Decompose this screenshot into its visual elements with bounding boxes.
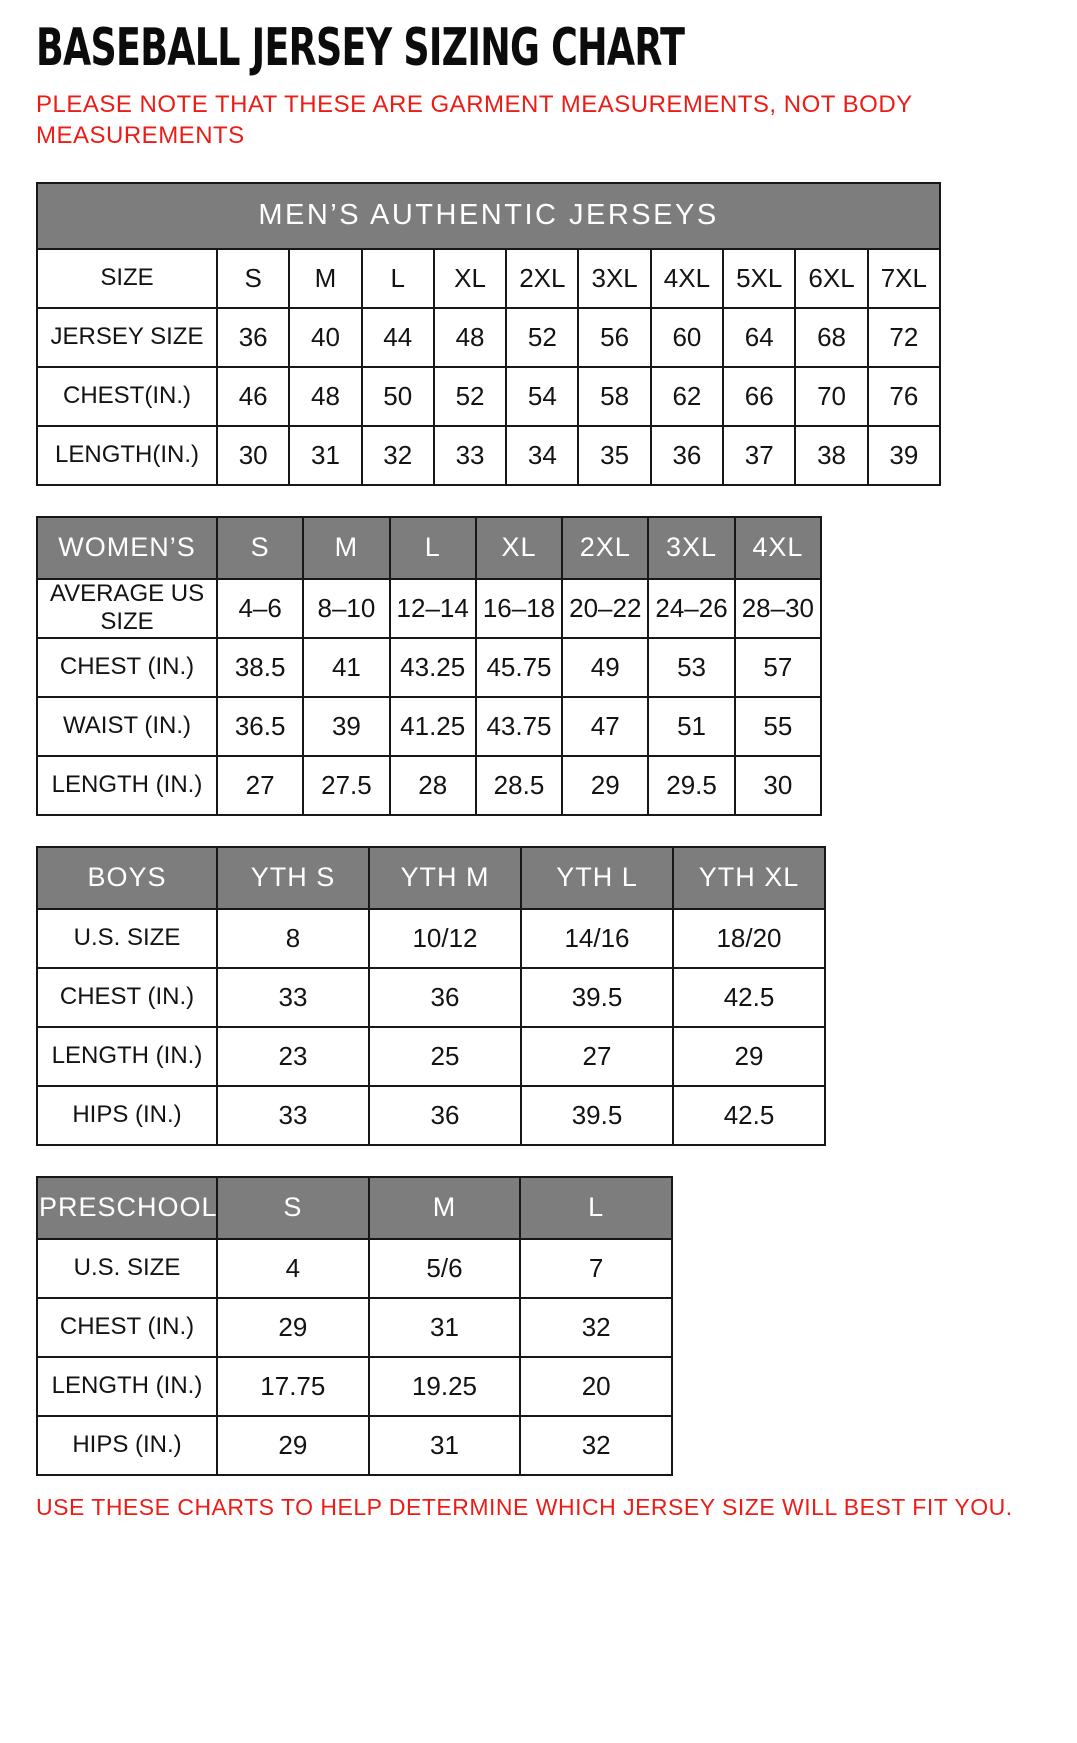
cell-value: 20–22 (562, 579, 648, 638)
cell-value: 29.5 (648, 756, 734, 815)
cell-value: 37 (723, 426, 795, 485)
cell-value: 39.5 (521, 968, 673, 1027)
cell-value: 32 (362, 426, 434, 485)
cell-value: 36.5 (217, 697, 303, 756)
cell-value: 6XL (795, 249, 867, 308)
cell-value: 62 (651, 367, 723, 426)
cell-value: 43.25 (390, 638, 476, 697)
cell-value: 39 (868, 426, 940, 485)
mens-authentic-jerseys-table (36, 182, 941, 486)
cell-value: 76 (868, 367, 940, 426)
womens-table (36, 516, 822, 816)
page-title: BASEBALL JERSEY SIZING CHART (36, 18, 685, 78)
garment-measurements-note: PLEASE NOTE THAT THESE ARE GARMENT MEASUREMENTS, NOT BODY MEASUREMENTS (36, 91, 913, 150)
mens-table-title: MEN’S AUTHENTIC JERSEYS (37, 183, 940, 249)
column-header: YTH S (217, 847, 369, 909)
cell-value: 28 (390, 756, 476, 815)
cell-value: 64 (723, 308, 795, 367)
cell-value: 3XL (578, 249, 650, 308)
cell-value: 57 (735, 638, 821, 697)
cell-value: 42.5 (673, 968, 825, 1027)
column-header: PRESCHOOL (37, 1177, 217, 1239)
cell-value: 5XL (723, 249, 795, 308)
column-header: YTH XL (673, 847, 825, 909)
boys-table-header-row (37, 847, 825, 909)
cell-value: 50 (362, 367, 434, 426)
cell-value: 32 (520, 1298, 672, 1357)
cell-value: 31 (289, 426, 361, 485)
cell-value: 70 (795, 367, 867, 426)
cell-value: 27.5 (303, 756, 389, 815)
cell-value: 25 (369, 1027, 521, 1086)
cell-value: 29 (217, 1298, 369, 1357)
table-row (37, 426, 940, 485)
table-row (37, 968, 825, 1027)
cell-value: S (217, 249, 289, 308)
cell-value: 4–6 (217, 579, 303, 638)
footer-note: USE THESE CHARTS TO HELP DETERMINE WHICH JERSEY SIZE WILL BEST FIT YOU. (36, 1493, 1013, 1520)
cell-value: 36 (369, 968, 521, 1027)
column-header: XL (476, 517, 562, 579)
row-label: U.S. SIZE (37, 909, 217, 968)
cell-value: 55 (735, 697, 821, 756)
cell-value: 72 (868, 308, 940, 367)
row-label: CHEST(IN.) (37, 367, 217, 426)
cell-value: 19.25 (369, 1357, 521, 1416)
table-row (37, 756, 821, 815)
cell-value: 54 (506, 367, 578, 426)
cell-value: 46 (217, 367, 289, 426)
cell-value: 41 (303, 638, 389, 697)
cell-value: 29 (217, 1416, 369, 1475)
row-label: LENGTH (IN.) (37, 756, 217, 815)
cell-value: 51 (648, 697, 734, 756)
cell-value: 31 (369, 1416, 521, 1475)
table-row (37, 1357, 672, 1416)
cell-value: 39.5 (521, 1086, 673, 1145)
cell-value: 29 (673, 1027, 825, 1086)
cell-value: 39 (303, 697, 389, 756)
cell-value: 30 (735, 756, 821, 815)
table-row (37, 579, 821, 638)
column-header: 2XL (562, 517, 648, 579)
table-row (37, 249, 940, 308)
row-label: HIPS (IN.) (37, 1416, 217, 1475)
cell-value: 43.75 (476, 697, 562, 756)
row-label: CHEST (IN.) (37, 968, 217, 1027)
cell-value: 52 (506, 308, 578, 367)
cell-value: 20 (520, 1357, 672, 1416)
row-label: LENGTH(IN.) (37, 426, 217, 485)
cell-value: 60 (651, 308, 723, 367)
column-header: YTH L (521, 847, 673, 909)
cell-value: 7XL (868, 249, 940, 308)
document-header (36, 20, 1041, 152)
cell-value: 47 (562, 697, 648, 756)
cell-value: 42.5 (673, 1086, 825, 1145)
cell-value: L (362, 249, 434, 308)
table-row (37, 1027, 825, 1086)
cell-value: 52 (434, 367, 506, 426)
boys-table-body (37, 909, 825, 1145)
cell-value: 36 (651, 426, 723, 485)
cell-value: 35 (578, 426, 650, 485)
womens-table-body (37, 579, 821, 815)
preschool-table-body (37, 1239, 672, 1475)
table-row (37, 697, 821, 756)
cell-value: 10/12 (369, 909, 521, 968)
cell-value: 49 (562, 638, 648, 697)
cell-value: 14/16 (521, 909, 673, 968)
cell-value: 36 (369, 1086, 521, 1145)
row-label: CHEST (IN.) (37, 1298, 217, 1357)
cell-value: 56 (578, 308, 650, 367)
cell-value: 53 (648, 638, 734, 697)
cell-value: 7 (520, 1239, 672, 1298)
column-header: S (217, 517, 303, 579)
cell-value: 27 (217, 756, 303, 815)
column-header: YTH M (369, 847, 521, 909)
table-row (37, 909, 825, 968)
mens-table-title-row (37, 183, 940, 249)
column-header: 4XL (735, 517, 821, 579)
column-header: L (520, 1177, 672, 1239)
womens-table-header-row (37, 517, 821, 579)
table-row (37, 1416, 672, 1475)
row-label: LENGTH (IN.) (37, 1027, 217, 1086)
cell-value: 68 (795, 308, 867, 367)
cell-value: 17.75 (217, 1357, 369, 1416)
row-label: AVERAGE US SIZE (37, 579, 217, 638)
cell-value: 8–10 (303, 579, 389, 638)
cell-value: 33 (217, 968, 369, 1027)
cell-value: 4XL (651, 249, 723, 308)
column-header: BOYS (37, 847, 217, 909)
cell-value: 48 (289, 367, 361, 426)
preschool-table (36, 1176, 673, 1476)
cell-value: 38 (795, 426, 867, 485)
cell-value: 8 (217, 909, 369, 968)
cell-value: 48 (434, 308, 506, 367)
column-header: L (390, 517, 476, 579)
row-label: HIPS (IN.) (37, 1086, 217, 1145)
cell-value: 5/6 (369, 1239, 521, 1298)
cell-value: 18/20 (673, 909, 825, 968)
cell-value: 32 (520, 1416, 672, 1475)
cell-value: 28–30 (735, 579, 821, 638)
column-header: WOMEN’S (37, 517, 217, 579)
cell-value: 41.25 (390, 697, 476, 756)
cell-value: 36 (217, 308, 289, 367)
preschool-table-header-row (37, 1177, 672, 1239)
row-label: U.S. SIZE (37, 1239, 217, 1298)
row-label: WAIST (IN.) (37, 697, 217, 756)
row-label: SIZE (37, 249, 217, 308)
table-row (37, 1239, 672, 1298)
row-label: JERSEY SIZE (37, 308, 217, 367)
table-row (37, 638, 821, 697)
cell-value: 66 (723, 367, 795, 426)
cell-value: M (289, 249, 361, 308)
cell-value: 45.75 (476, 638, 562, 697)
cell-value: 2XL (506, 249, 578, 308)
cell-value: 33 (434, 426, 506, 485)
boys-table (36, 846, 826, 1146)
cell-value: 30 (217, 426, 289, 485)
cell-value: 23 (217, 1027, 369, 1086)
column-header: M (303, 517, 389, 579)
row-label: LENGTH (IN.) (37, 1357, 217, 1416)
mens-table-body (37, 249, 940, 485)
cell-value: 12–14 (390, 579, 476, 638)
cell-value: 24–26 (648, 579, 734, 638)
row-label: CHEST (IN.) (37, 638, 217, 697)
table-row (37, 308, 940, 367)
cell-value: 33 (217, 1086, 369, 1145)
cell-value: 29 (562, 756, 648, 815)
table-row (37, 1086, 825, 1145)
cell-value: 40 (289, 308, 361, 367)
cell-value: 34 (506, 426, 578, 485)
table-row (37, 367, 940, 426)
cell-value: 38.5 (217, 638, 303, 697)
cell-value: 44 (362, 308, 434, 367)
cell-value: 27 (521, 1027, 673, 1086)
cell-value: 28.5 (476, 756, 562, 815)
cell-value: 16–18 (476, 579, 562, 638)
table-row (37, 1298, 672, 1357)
column-header: 3XL (648, 517, 734, 579)
cell-value: 58 (578, 367, 650, 426)
cell-value: XL (434, 249, 506, 308)
cell-value: 4 (217, 1239, 369, 1298)
column-header: S (217, 1177, 369, 1239)
column-header: M (369, 1177, 521, 1239)
cell-value: 31 (369, 1298, 521, 1357)
